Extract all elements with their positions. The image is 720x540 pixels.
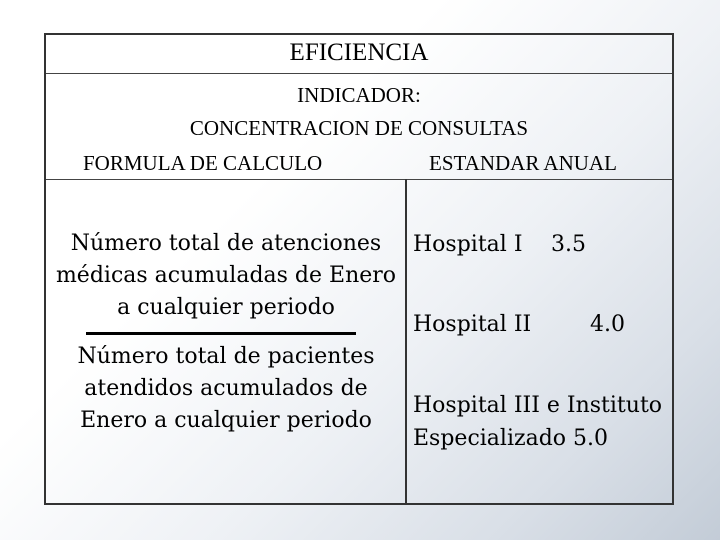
numerator-line: a cualquier periodo [117,295,335,320]
numerator-line: médicas acumuladas de Enero [55,263,397,288]
formula-numerator [46,228,406,324]
indicator-name: CONCENTRACION DE CONSULTAS [189,116,529,140]
standard-hospital-1-value: 3.5 [551,232,586,257]
numerator-line: Número total de atenciones [70,231,382,256]
fraction-bar [86,332,356,335]
denominator-line: atendidos acumulados de [84,376,368,401]
denominator-line: Enero a cualquier periodo [80,408,372,433]
formula-denominator [46,341,406,437]
header-divider [46,179,672,180]
standard-hospital-3-name: Hospital III e Instituto [413,393,663,418]
indicator-label: INDICADOR: [297,83,421,107]
standard-header: ESTANDAR ANUAL [429,151,617,175]
standard-hospital-2-value: 4.0 [590,312,625,337]
denominator-line: Número total de pacientes [77,344,375,369]
standard-hospital-3-line2 [413,422,608,455]
table-title: EFICIENCIA [289,39,429,66]
formula-header: FORMULA DE CALCULO [83,151,323,175]
standard-hospital-3-value: 5.0 [573,426,609,451]
standard-hospital-3-name-cont: Especializado [413,426,567,451]
indicator-table [44,33,674,505]
standard-hospital-2-name: Hospital II [413,312,532,337]
standard-hospital-1-name: Hospital I [413,232,523,257]
title-divider [46,73,672,74]
